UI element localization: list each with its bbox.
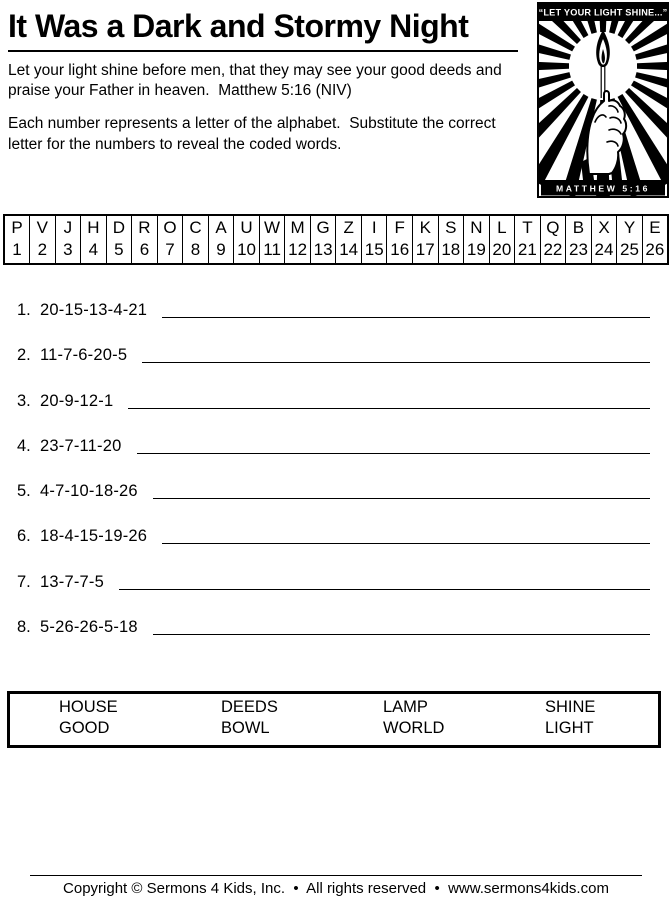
- cipher-letter: Q: [546, 218, 560, 237]
- header: [8, 8, 532, 155]
- cipher-letter: W: [264, 218, 281, 237]
- cipher-cell: [157, 215, 183, 264]
- puzzle-number: 7.: [17, 572, 31, 591]
- cipher-number: 10: [237, 240, 256, 259]
- scripture-verse: Let your light shine before men, that they may see your good deeds and praise your Father in heaven. Matthew 5:16 (NIV): [8, 61, 507, 100]
- cipher-letter: D: [112, 218, 126, 237]
- answer-line: [128, 408, 650, 409]
- word-bank-word: SHINE: [545, 698, 596, 716]
- top-banner-text: “LET YOUR LIGHT SHINE...”: [538, 7, 668, 18]
- answer-line: [119, 589, 650, 590]
- cipher-cell: [30, 215, 56, 264]
- cipher-number: 19: [466, 240, 486, 259]
- cipher-number: 24: [594, 240, 614, 259]
- cipher-row: [4, 215, 668, 264]
- word-bank-word: BOWL: [221, 719, 270, 737]
- cipher-number: 2: [37, 240, 48, 259]
- puzzle-code: 13-7-7-5: [40, 572, 104, 591]
- cipher-cell: [540, 215, 566, 264]
- cipher-cell: [387, 215, 413, 264]
- cipher-letter: H: [87, 218, 100, 237]
- cipher-cell: [81, 215, 107, 264]
- cipher-cell: [183, 215, 209, 264]
- cipher-number: 1: [12, 240, 22, 259]
- page-title: It Was a Dark and Stormy Night: [8, 8, 469, 44]
- cipher-number: 5: [114, 240, 124, 259]
- cipher-letter: U: [240, 218, 253, 237]
- cipher-number: 11: [263, 240, 281, 259]
- footer: [0, 875, 672, 897]
- cipher-cell: [4, 215, 30, 264]
- word-bank-row: [10, 718, 658, 739]
- cipher-number: 13: [313, 240, 333, 259]
- puzzle-code: 11-7-6-20-5: [40, 346, 128, 365]
- cipher-letter: X: [598, 218, 610, 237]
- cipher-cell: [361, 215, 387, 264]
- cipher-number: 17: [415, 240, 435, 259]
- cipher-cell: [336, 215, 362, 264]
- cipher-key-table: [3, 214, 669, 265]
- cipher-letter: V: [36, 218, 48, 237]
- cipher-letter: I: [371, 218, 377, 237]
- answer-line: [137, 453, 651, 454]
- cipher-number: 16: [390, 240, 410, 259]
- cipher-number: 14: [339, 240, 359, 259]
- puzzle-code: 23-7-11-20: [40, 436, 122, 455]
- cipher-number: 20: [492, 240, 512, 259]
- cipher-cell: [566, 215, 592, 264]
- footer-divider: [30, 875, 642, 876]
- puzzle-code: 20-9-12-1: [40, 391, 114, 410]
- answer-line: [142, 362, 650, 363]
- cipher-number: 9: [216, 240, 226, 259]
- puzzle-list: [0, 301, 672, 663]
- puzzle-row: [0, 482, 672, 527]
- cipher-number: 18: [441, 240, 461, 259]
- cipher-cell: [617, 215, 643, 264]
- puzzle-code: 5-26-26-5-18: [40, 618, 138, 637]
- puzzle-number: 3.: [17, 391, 31, 410]
- puzzle-number: 1.: [17, 301, 31, 319]
- candle-in-hand-illustration: [537, 2, 669, 198]
- puzzle-number: 5.: [17, 482, 31, 501]
- cipher-cell: [489, 215, 515, 264]
- cipher-cell: [285, 215, 311, 264]
- cipher-number: 23: [568, 240, 588, 259]
- puzzle-code: 18-4-15-19-26: [40, 527, 148, 546]
- cipher-letter: Z: [343, 218, 354, 237]
- puzzle-number: 2.: [17, 346, 31, 365]
- cipher-letter: N: [470, 218, 483, 237]
- cipher-letter: T: [522, 218, 533, 237]
- puzzle-number: 4.: [17, 436, 31, 455]
- puzzle-row: [0, 346, 672, 391]
- cipher-cell: [106, 215, 132, 264]
- cipher-letter: F: [394, 218, 405, 237]
- title-underline: [8, 50, 518, 52]
- puzzle-row: [0, 392, 672, 437]
- cipher-letter: Y: [623, 218, 636, 237]
- cipher-letter: J: [63, 218, 73, 237]
- cipher-cell: [591, 215, 617, 264]
- cipher-cell: [464, 215, 490, 264]
- cipher-number: 21: [517, 240, 537, 259]
- cipher-number: 8: [190, 240, 201, 259]
- puzzle-row: [0, 437, 672, 482]
- cipher-letter: C: [189, 218, 202, 237]
- cipher-cell: [208, 215, 234, 264]
- word-bank-word: WORLD: [383, 719, 445, 737]
- answer-line: [153, 498, 650, 499]
- cipher-cell: [310, 215, 336, 264]
- word-bank: [7, 691, 661, 748]
- puzzle-row: [0, 301, 672, 346]
- cipher-letter: B: [572, 218, 585, 237]
- cipher-letter: M: [290, 218, 305, 237]
- puzzle-row: [0, 527, 672, 572]
- word-bank-word: HOUSE: [59, 698, 118, 716]
- cipher-cell: [413, 215, 439, 264]
- puzzle-code: 20-15-13-4-21: [40, 301, 148, 319]
- cipher-letter: G: [316, 218, 330, 237]
- cipher-letter: K: [419, 218, 431, 237]
- puzzle-row: [0, 618, 672, 663]
- copyright-text: Copyright © Sermons 4 Kids, Inc. • All rights reserved • www.sermons4kids.com: [63, 880, 609, 897]
- puzzle-number: 8.: [17, 618, 31, 637]
- cipher-cell: [642, 215, 668, 264]
- word-bank-word: DEEDS: [221, 698, 278, 716]
- cipher-number: 15: [364, 240, 384, 259]
- cipher-number: 22: [543, 240, 563, 259]
- cipher-letter: R: [138, 218, 151, 237]
- cipher-number: 6: [139, 240, 150, 259]
- cipher-letter: A: [215, 218, 227, 237]
- answer-line: [153, 634, 650, 635]
- cipher-number: 4: [88, 240, 99, 259]
- cipher-letter: O: [163, 218, 177, 237]
- word-bank-word: LAMP: [383, 698, 428, 716]
- puzzle-number: 6.: [17, 527, 31, 546]
- answer-line: [162, 543, 650, 544]
- bottom-banner-text: MATTHEW 5:16: [555, 183, 651, 194]
- answer-line: [162, 317, 650, 318]
- cipher-letter: S: [445, 218, 457, 237]
- cipher-number: 3: [63, 240, 73, 259]
- cipher-cell: [234, 215, 260, 264]
- cipher-cell: [55, 215, 81, 264]
- cipher-cell: [438, 215, 464, 264]
- cipher-letter: L: [497, 218, 507, 237]
- cipher-number: 26: [645, 240, 665, 259]
- cipher-letter: P: [11, 218, 23, 237]
- cipher-number: 25: [620, 240, 639, 259]
- word-bank-row: [10, 697, 658, 718]
- cipher-cell: [132, 215, 158, 264]
- cipher-number: 7: [165, 240, 175, 259]
- puzzle-row: [0, 573, 672, 618]
- instructions-text: Each number represents a letter of the alphabet. Substitute the correct letter for the numbers to reveal the coded words.: [8, 115, 500, 153]
- word-bank-word: LIGHT: [545, 719, 594, 737]
- cipher-number: 12: [288, 240, 308, 259]
- word-bank-word: GOOD: [59, 719, 110, 737]
- puzzle-code: 4-7-10-18-26: [40, 482, 138, 501]
- cipher-cell: [259, 215, 285, 264]
- cipher-cell: [515, 215, 541, 264]
- cipher-letter: E: [649, 218, 661, 237]
